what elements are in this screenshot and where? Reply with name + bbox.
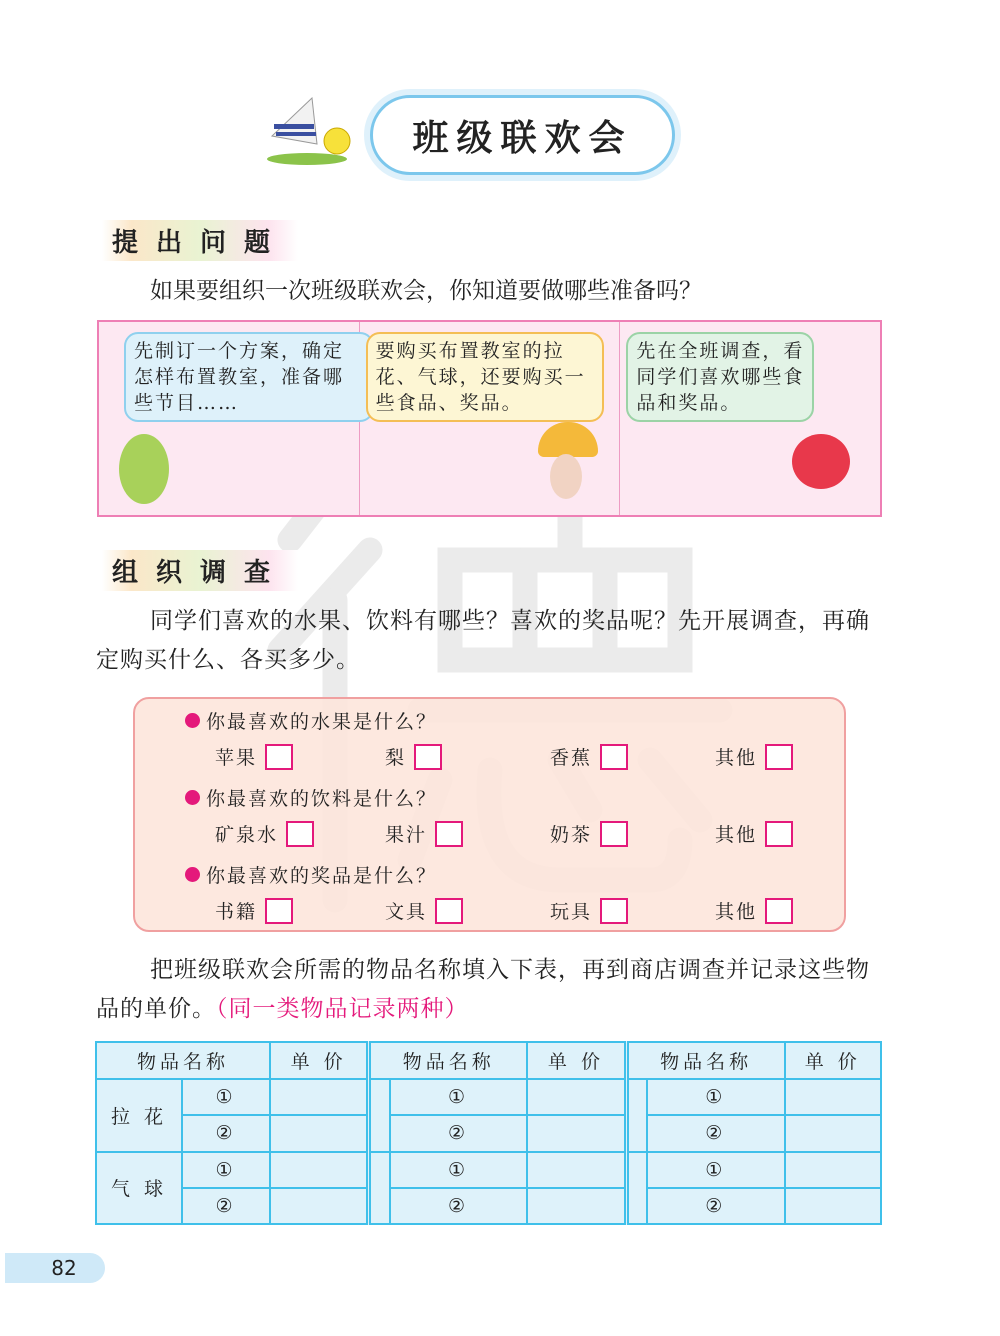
- option-toys[interactable]: 玩具: [550, 897, 628, 924]
- checkbox[interactable]: [265, 744, 293, 770]
- checkbox[interactable]: [286, 821, 314, 847]
- mark: ①: [647, 1152, 785, 1188]
- section-heading-survey: 组织调查: [102, 550, 298, 591]
- checkbox[interactable]: [600, 898, 628, 924]
- discussion-cell: [99, 322, 360, 515]
- mark: ②: [390, 1188, 528, 1224]
- survey-form: [133, 697, 846, 932]
- discussion-cell: [360, 322, 621, 515]
- sailboat-chick-illustration: [262, 96, 352, 166]
- discussion-cell: [620, 322, 880, 515]
- discussion-panel: [97, 320, 882, 517]
- item-name-cell[interactable]: [626, 1152, 647, 1225]
- survey-question: 你最喜欢的饮料是什么？: [185, 784, 437, 811]
- price-cell[interactable]: [270, 1152, 369, 1188]
- header-unit-price: 单 价: [270, 1042, 369, 1079]
- mark: ①: [647, 1079, 785, 1115]
- header-unit-price: 单 价: [527, 1042, 626, 1079]
- option-other-prize[interactable]: 其他: [715, 897, 793, 924]
- table-instruction: 把班级联欢会所需的物品名称填入下表，再到商店调查并记录这些物品的单价。（同一类物品记录两种）: [96, 957, 870, 1022]
- price-table: [95, 1041, 882, 1225]
- price-cell[interactable]: [527, 1079, 626, 1115]
- checkbox[interactable]: [600, 744, 628, 770]
- speech-bubble: 先制订一个方案，确定怎样布置教室，准备哪些节目……: [124, 332, 374, 422]
- header-unit-price: 单 价: [785, 1042, 881, 1079]
- mark: ①: [182, 1079, 270, 1115]
- header-item-name: 物品名称: [369, 1042, 527, 1079]
- mark: ②: [182, 1188, 270, 1224]
- header-item-name: 物品名称: [96, 1042, 270, 1079]
- mark: ②: [647, 1188, 785, 1224]
- radish-character-icon: [792, 434, 850, 489]
- option-pear[interactable]: 梨: [385, 743, 442, 770]
- survey-intro: 同学们喜欢的水果、饮料有哪些？喜欢的奖品呢？先开展调查，再确定购买什么、各买多少。: [96, 608, 870, 673]
- bullet-icon: [185, 790, 200, 805]
- checkbox[interactable]: [600, 821, 628, 847]
- mark: ②: [390, 1115, 528, 1151]
- checkbox[interactable]: [435, 898, 463, 924]
- instruction-note: （同一类物品记录两种）: [216, 996, 469, 1022]
- price-cell[interactable]: [270, 1115, 369, 1151]
- option-other-drink[interactable]: 其他: [715, 820, 793, 847]
- survey-question: 你最喜欢的奖品是什么？: [185, 861, 437, 888]
- item-ribbon: 拉 花: [96, 1079, 182, 1152]
- item-balloon: 气 球: [96, 1152, 182, 1225]
- page-title: 班级联欢会: [412, 117, 633, 159]
- item-name-cell[interactable]: [369, 1079, 390, 1152]
- option-milk-tea[interactable]: 奶茶: [550, 820, 628, 847]
- mark: ②: [647, 1115, 785, 1151]
- survey-question: 你最喜欢的水果是什么？: [185, 707, 437, 734]
- checkbox[interactable]: [765, 744, 793, 770]
- mark: ②: [182, 1115, 270, 1151]
- option-banana[interactable]: 香蕉: [550, 743, 628, 770]
- mushroom-character-icon: [538, 422, 598, 457]
- option-mineral-water[interactable]: 矿泉水: [215, 820, 314, 847]
- mushroom-body: [550, 454, 582, 499]
- bullet-icon: [185, 867, 200, 882]
- page-number: 82: [5, 1253, 105, 1283]
- mark: ①: [182, 1152, 270, 1188]
- mark: ①: [390, 1079, 528, 1115]
- option-juice[interactable]: 果汁: [385, 820, 463, 847]
- checkbox[interactable]: [265, 898, 293, 924]
- price-cell[interactable]: [270, 1188, 369, 1224]
- option-books[interactable]: 书籍: [215, 897, 293, 924]
- item-name-cell[interactable]: [626, 1079, 647, 1152]
- price-cell[interactable]: [785, 1188, 881, 1224]
- price-cell[interactable]: [527, 1115, 626, 1151]
- bullet-icon: [185, 713, 200, 728]
- intro-question: 如果要组织一次班级联欢会，你知道要做哪些准备吗？: [150, 278, 702, 304]
- price-cell[interactable]: [785, 1152, 881, 1188]
- section-heading-raise-question: 提出问题: [102, 220, 298, 261]
- speech-bubble: 先在全班调查，看同学们喜欢哪些食品和奖品。: [626, 332, 814, 422]
- checkbox[interactable]: [765, 898, 793, 924]
- option-other-fruit[interactable]: 其他: [715, 743, 793, 770]
- header-item-name: 物品名称: [626, 1042, 784, 1079]
- speech-bubble: 要购买布置教室的拉花、气球，还要购买一些食品、奖品。: [366, 332, 604, 422]
- price-cell[interactable]: [270, 1079, 369, 1115]
- price-cell[interactable]: [785, 1079, 881, 1115]
- pepper-character-icon: [119, 434, 169, 504]
- checkbox[interactable]: [765, 821, 793, 847]
- checkbox[interactable]: [414, 744, 442, 770]
- option-stationery[interactable]: 文具: [385, 897, 463, 924]
- mark: ①: [390, 1152, 528, 1188]
- price-cell[interactable]: [527, 1152, 626, 1188]
- checkbox[interactable]: [435, 821, 463, 847]
- option-apple[interactable]: 苹果: [215, 743, 293, 770]
- price-cell[interactable]: [785, 1115, 881, 1151]
- price-cell[interactable]: [527, 1188, 626, 1224]
- item-name-cell[interactable]: [369, 1152, 390, 1225]
